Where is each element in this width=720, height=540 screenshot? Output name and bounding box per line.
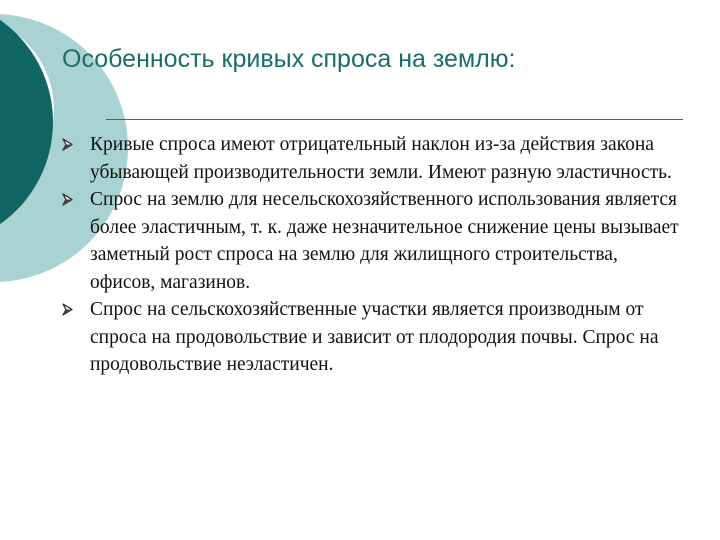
arrowhead-bullet-icon — [62, 138, 73, 151]
arrowhead-bullet-icon — [62, 193, 73, 206]
bullet-item — [62, 186, 692, 296]
bullet-item — [62, 131, 692, 186]
bullet-text: Спрос на землю для несельскохозяйственного использования является более эластичным, т. к. даже незначительное снижение цены вызывает заметный рост спроса на землю для жилищного строительства, офисов, магазинов. — [90, 189, 679, 293]
bullet-text: Кривые спроса имеют отрицательный наклон из-за действия закона убывающей производительности земли. Имеют разную эластичность. — [90, 134, 672, 183]
arrowhead-bullet-icon — [62, 303, 73, 316]
title-divider — [106, 119, 683, 120]
bullet-item — [62, 296, 692, 379]
bullet-text: Спрос на сельскохозяйственные участки является производным от спроса на продовольствие и зависит от плодородия почвы. Спрос на продовольствие неэластичен. — [90, 299, 659, 375]
bullet-list — [62, 131, 692, 379]
slide-title: Особенность кривых спроса на землю: — [62, 45, 516, 73]
